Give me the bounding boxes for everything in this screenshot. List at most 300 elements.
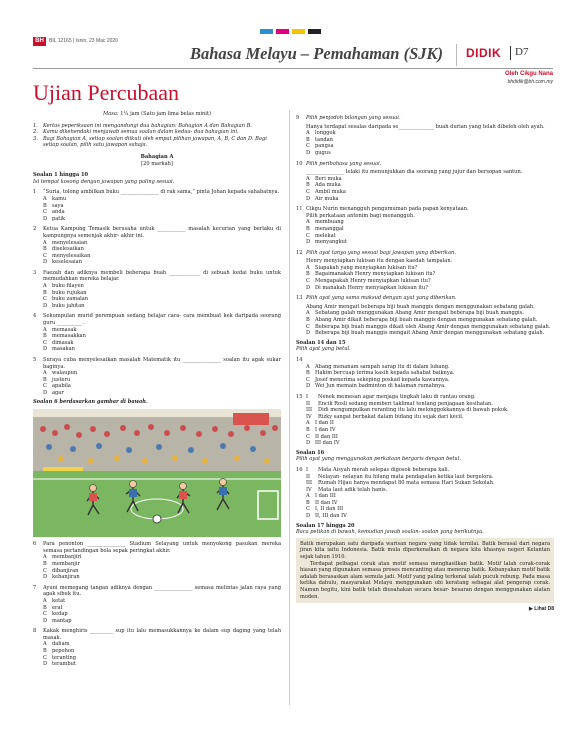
option-letter: D [43,346,48,353]
answer-option[interactable] [33,296,281,303]
option-letter: B [43,376,47,383]
option-text: I dan III [315,493,336,500]
answer-option[interactable] [33,655,281,662]
roman-statement [296,394,554,401]
question-body [306,250,554,265]
answer-option[interactable] [33,346,281,353]
option-text: membuang [315,219,344,226]
statement-text: Rizky sangat berbakat dalam bidang itu sejak dari kecil. [318,413,464,420]
question-body [43,189,281,196]
q6-caption: Soalan 6 berdasarkan gambar di bawah. [33,398,148,405]
question-number: 7 [33,584,37,591]
group4-title: Soalan 17 hingga 20 [296,522,355,529]
statement-body [306,407,554,414]
question-number: 14 [296,357,303,363]
question-stem: Ayuni memegang tangan adiknya dengan _______________ semasa melintas jalan raya yang agak sibuk itu. [43,584,281,598]
option-text: tandan [315,136,333,143]
option-letter: C [306,278,310,285]
answer-option[interactable] [296,219,554,226]
option-letter: B [43,648,47,655]
question-lead: Pilih ayat yang sama maksud dengan ayat yang diberikan. [306,295,457,302]
option-letter: A [43,554,47,561]
answer-option[interactable] [296,278,554,285]
option-text: masakan [52,346,75,353]
instruction-number: 1. [33,122,38,129]
answer-option[interactable] [33,377,281,384]
instruction-text: Kertas peperiksaan ini mengandungi dua bahagian: Bahagian A dan Bahagian B. [43,122,252,129]
statement-text: Mata Aisyah merah selepas digosok beberapa kali. [318,466,450,473]
option-letter: C [43,252,47,259]
option-letter: C [43,654,47,661]
roman-statement [296,401,554,408]
answer-option[interactable] [296,150,554,157]
option-text: terambut [52,661,76,668]
question-9 [296,115,554,157]
section-title: Bahasa Melayu – Pemahaman (SJK) [190,44,444,63]
option-letter: D [306,330,311,337]
question-list-right [296,115,554,337]
question-body [306,295,554,310]
roman-statement [296,474,554,481]
instructions-list [33,123,281,149]
roman-numeral: II [306,400,311,407]
answer-option[interactable] [33,246,281,253]
question-number: 2 [33,226,37,233]
page-number: D7 [515,46,529,58]
question-stem-row [33,357,281,370]
answer-option[interactable] [33,390,281,397]
question-stem-row [296,161,554,176]
question-number: 10 [296,160,303,167]
option-letter: D [43,302,48,309]
answer-option[interactable] [33,203,281,210]
statement-body [306,401,554,408]
instruction-text: Bagi Bahagian A, setiap soalan diikuti oleh empat pilihan jawapan, A, B, C dan D. Bagi setiap soalan, pilih satu jawapan sahaja. [43,135,267,149]
question-body [43,585,281,598]
answer-option[interactable] [33,253,281,260]
answer-option[interactable] [296,265,554,272]
option-text: III dan IV [315,440,340,447]
option-letter: A [43,641,47,648]
stadium-illustration [33,409,281,537]
option-letter: B [43,560,47,567]
option-letter: A [306,175,310,182]
option-letter: A [306,310,310,317]
question-6 [33,541,281,581]
option-letter: B [43,202,47,209]
answer-option[interactable] [296,310,554,317]
question-stem: Kakak menghiris _________ sup itu lalu memasukkannya ke dalam sup daging yang telah masak. [43,628,281,641]
option-text: Beri muka [315,175,342,182]
statement-body [306,394,554,401]
question-14 [296,357,554,390]
answer-option[interactable] [296,364,554,371]
instruction-number: 3. [33,135,38,142]
option-letter: A [306,363,310,370]
question-11 [296,206,554,246]
option-letter: B [306,370,310,377]
answer-option[interactable] [33,605,281,612]
option-text: Josef menerima sekeping poskad kepada kawannya. [315,376,450,383]
left-column [33,111,281,668]
option-text: kamu [52,195,67,202]
roman-statement [296,487,554,494]
column-divider [289,110,290,705]
option-letter: D [43,617,48,624]
option-text: membanjir [52,560,80,567]
instruction-number: 2. [33,129,38,136]
roman-numeral: I [306,393,309,400]
option-letter: D [306,239,311,246]
question-stem: Ketua Kampung Temasik berusaha untuk ___________ masalah kecurian yang berlaku di kampungnya semenjak akhir- akhir ini. [43,226,281,239]
question-number [296,480,306,487]
answer-option[interactable] [296,440,554,447]
answer-option[interactable] [296,271,554,278]
color-bar [260,29,324,34]
answer-option[interactable] [33,568,281,575]
answer-option[interactable] [33,259,281,266]
question-number: 1 [33,189,37,196]
roman-numeral: III [306,407,313,414]
option-text: mantap [52,617,72,624]
option-letter: B [306,426,310,433]
option-text: Wei Jun memain badminton di halaman rumahnya. [315,383,446,390]
question-number: 16 [296,466,303,473]
answer-option[interactable] [296,420,554,427]
answer-option[interactable] [33,209,281,216]
option-letter: D [306,440,311,447]
option-text: kebanjiran [52,574,80,581]
option-text: diselesaikan [52,246,84,253]
roman-statement [296,467,554,474]
answer-option[interactable] [33,290,281,297]
question-stem: Hanya terdapat sesalas daripada se______________ buah durian yang telah dibeleh oleh ayah. [306,123,545,130]
group4-instruction: Baca petikan di bawah, kemudian jawab soalan- soalan yang berikutnya. [296,529,484,536]
option-text: Air muka [315,195,339,202]
question-2 [33,226,281,266]
header-divider [456,44,457,66]
question-stem-row [33,541,281,554]
option-text: menyangkut [315,239,347,246]
option-text: Beberapa biji buah manggis mengait Abang Amir dengan menggunakan sebatang galah. [315,330,545,337]
answer-option[interactable] [296,182,554,189]
option-letter: D [306,195,311,202]
question-stem-row [33,585,281,598]
option-text: Hakim bercuap terima kasih kepada sahabat baiknya. [315,370,455,377]
answer-option[interactable] [296,189,554,196]
color-bar-black [308,29,321,34]
answer-option[interactable] [296,176,554,183]
roman-question [296,467,554,520]
masa-line: Masa: 1¼ jam (Satu jam lima belas minit) [103,111,211,117]
option-letter: C [43,567,47,574]
option-text: Bagaimanakah Henry menyiapkan lukisan itu? [315,271,436,278]
answer-option[interactable] [33,240,281,247]
answer-option[interactable] [33,283,281,290]
answer-option[interactable] [296,130,554,137]
answer-option[interactable] [296,500,554,507]
option-text: II dan IV [315,499,338,506]
question-stem-row [33,226,281,239]
group3-instruction: Pilih ayat yang menggunakan perkataan bergaris dengan betul. [296,456,461,463]
option-text: I, II dan III [315,506,344,513]
roman-statement [296,407,554,414]
option-letter: D [43,574,48,581]
question-number: 13 [296,295,303,302]
group2-instruction: Pilih ayat yang betul. [296,346,351,353]
option-text: anda [52,209,65,216]
question-stem-row [33,313,281,326]
statement-text: Nenek memesan agar menjaga tingkah laku di rantau orang. [318,393,476,400]
option-text: teranting [52,654,77,661]
option-text: buku filayen [52,283,84,290]
option-text: Ambil muka [315,188,346,195]
option-letter: B [306,136,310,143]
answer-option[interactable] [33,303,281,310]
statement-text: Encik Rosli sedang memberi taklimat tentang penjagaan kesihatan. [318,400,493,407]
brand-badge [33,37,46,46]
option-text: agar [52,389,64,396]
answer-option[interactable] [296,434,554,441]
answer-option[interactable] [296,196,554,203]
question-13 [296,295,554,337]
passage-paragraph: Terdapat pelbagai corak atau motif semasa menghasilkan batik. Motif lalah corak-corak hiasan yang digunakan semasa proses mencanting atau menerap batik. Kebanyakan motif batik adalah berasaskan alam semula jadi. Motif yang paling terkenal ialah pucuk rebung. Pada masa ketika dahulu, masyarakat Melayu menggunakan ubi keratang sebagai alat pengerap corak. Namun begitu, kini batik telah diusahakan secara besar- besaran dengan menggunakan alatan moden. [300,560,550,600]
question-stem-row [296,250,554,265]
option-text: menyelesaikan [52,252,91,259]
answer-option[interactable] [296,317,554,324]
answer-option[interactable] [33,661,281,668]
option-text: buku rujukan [52,289,87,296]
question-12 [296,250,554,292]
option-letter: B [43,333,47,340]
brand-short: BH [35,38,44,44]
roman-numeral: II [306,473,311,480]
option-text: walaupun [52,370,78,377]
answer-option[interactable] [296,233,554,240]
instruction-item [33,129,281,136]
group2-title: Soalan 14 dan 15 [296,339,346,346]
option-letter: C [306,506,310,513]
option-letter: C [43,296,47,303]
answer-option[interactable] [33,383,281,390]
answer-option[interactable] [33,618,281,625]
question-14 [296,357,554,390]
answer-option[interactable] [33,554,281,561]
question-body [43,313,281,326]
question-lead: Pilih penjodoh bilangan yang sesuai. [306,115,401,121]
answer-option[interactable] [33,196,281,203]
option-letter: B [306,317,310,324]
question-number [296,414,306,421]
option-text: Beberapa biji buah manggis dikait oleh Abang Amir dengan menggunakan sebatang galah. [315,323,551,330]
answer-option[interactable] [33,611,281,618]
option-text: kedap [52,611,68,618]
header-rule [33,68,553,69]
reading-passage [296,538,554,603]
option-text: pangsa [315,143,334,150]
roman-question [296,394,554,447]
statement-text: Didi mengumpulkan reranting itu lalu melonggokkannya di bawah pokok. [318,407,509,414]
option-text: Ada muka [315,182,341,189]
option-text: membanjiri [52,554,82,561]
statement-body [306,480,554,487]
option-text: Abang Amir dikait beberapa biji buah manggis dengan menggunakan sebatang galah. [315,317,538,324]
answer-option[interactable] [296,239,554,246]
answer-option[interactable] [33,648,281,655]
color-bar-pink [276,29,289,34]
option-letter: C [43,383,47,390]
byline-name: Oleh Cikgu Nana [504,71,553,77]
question-body [306,206,554,219]
question-1 [33,189,281,222]
option-letter: B [43,289,47,296]
option-letter: B [306,182,310,189]
answer-option[interactable] [33,340,281,347]
statement-body [306,474,554,481]
color-bar-yellow [292,29,305,34]
option-text: dibanjiran [52,567,79,574]
answer-option[interactable] [296,377,554,384]
question-number [296,407,306,414]
option-letter: D [43,389,48,396]
answer-option[interactable] [296,137,554,144]
question-stem: Faezah dan adiknya membeli beberapa buah ____________ di sebuah kedai buku untuk memudahkan mereka belajar. [43,269,281,283]
option-letter: D [306,284,311,291]
option-letter: B [43,246,47,253]
option-letter: C [306,376,310,383]
question-stem-row [296,115,554,130]
answer-option[interactable] [296,370,554,377]
question-list-left [33,189,281,396]
question-10 [296,161,554,203]
question-body [43,628,281,641]
option-letter: D [306,149,311,156]
option-text: patik [52,215,66,222]
question-number: 8 [33,628,37,635]
right-column [296,111,554,613]
byline-email: bhdidik@bh.com.my [507,79,553,85]
answer-option[interactable] [33,370,281,377]
answer-option[interactable] [296,324,554,331]
option-text: memasakkan [52,333,86,340]
option-text: II, III dan IV [315,513,347,520]
question-stem: Cikgu Nurin menangguh pengumuman pada papan kenyataan. Pilih perkataan antonim bagi menangguh. [306,206,469,219]
option-text: menanggal [315,225,344,232]
option-letter: D [43,215,48,222]
question-stem-row [296,295,554,310]
answer-option[interactable] [33,641,281,648]
option-text: memasak [52,326,77,333]
answer-option[interactable] [296,493,554,500]
question-stem-row [296,206,554,219]
question-number [296,487,306,494]
instruction-text: Kamu dikehendaki menjawab semua soalan dalam kedua- dua bahagian ini. [43,129,239,136]
statement-text: Nelayan- nelayan itu hilang mata pendapatan ketika laut bergelora. [318,473,494,480]
option-text: dimasak [52,339,74,346]
option-text: erat [52,604,63,611]
statement-text: Mata laut adik telah hanis. [318,486,388,493]
roman-numeral: IV [306,486,312,493]
option-text: melekat [315,232,336,239]
logo-divider [510,46,511,60]
question-stem-row [33,628,281,641]
question-body [43,226,281,239]
group1-title: Soalan 1 hingga 10 [33,172,89,179]
answer-option[interactable] [296,513,554,520]
option-text: menyelesaian [52,239,88,246]
option-letter: D [43,661,48,668]
option-letter: D [306,383,311,390]
group3-title: Soalan 16 [296,449,325,456]
option-text: Abang menanam sampah sarap itu di dalam lubang. [315,363,450,370]
question-4 [33,313,281,353]
option-text: I dan II [315,420,334,427]
option-text: Mengapakah Henry menyiapkan lukisan itu? [315,278,431,285]
option-letter: D [43,259,48,266]
roman-numeral: III [306,480,313,487]
continued-link[interactable]: ▶ Lihat D8 [529,606,554,613]
question-body [43,270,281,283]
answer-option[interactable] [296,226,554,233]
page-title: Ujian Percubaan [33,80,179,105]
roman-statement [296,480,554,487]
question-stem: Abang Amir mengait beberapa biji buah manggis dengan menggunakan sebatang galah. [306,303,535,310]
question-number: 3 [33,269,37,276]
answer-option[interactable] [33,598,281,605]
answer-option[interactable] [296,383,554,390]
question-number [296,401,306,408]
option-text: keselesaian [52,259,82,266]
answer-option[interactable] [296,330,554,337]
option-text: apabila [52,383,71,390]
instruction-item [33,123,281,130]
statement-body [306,414,554,421]
answer-option[interactable] [33,574,281,581]
question-lead: Pilih ayat tanya yang sesuai bagi jawapan yang diberikan. [306,249,456,256]
color-bar-blue [260,29,273,34]
answer-option[interactable] [33,333,281,340]
question-body [43,357,281,370]
question-7 [33,585,281,625]
option-text: Sebatang galah menggunakan Abang Amir mengait beberapa biji buah manggis. [315,310,524,317]
option-letter: A [306,130,310,137]
question-stem: Sekumpulan murid perempuan sedang belajar cara- cara membuat kek daripada seorang guru __________. [43,313,281,327]
option-text: Di manakah Henry menyiapkan lukisan itu? [315,284,429,291]
answer-option[interactable] [296,427,554,434]
answer-option[interactable] [296,143,554,150]
option-text: Siapakah yang menyiapkan lukisan itu? [315,264,418,271]
statement-text: Rumah Hijau hanya mendapat 80 mata semasa Hari Sukan Sekolah. [318,480,495,487]
option-letter: A [306,420,310,427]
answer-option[interactable] [33,216,281,223]
option-text: daham [52,641,70,648]
answer-option[interactable] [296,506,554,513]
option-text: gugus [315,149,331,156]
group1-instruction: Isi tempat kosong dengan jawapan yang paling sesuai. [33,178,175,185]
answer-option[interactable] [296,285,554,292]
question-body [306,115,554,130]
option-letter: A [43,370,47,377]
answer-option[interactable] [33,561,281,568]
option-letter: A [306,219,310,226]
option-text: buku zamalan [52,296,89,303]
question-15 [296,394,554,447]
question-body [306,357,554,364]
question-stem: _______________ lelaki itu menunjukkan dia seorang yang jujur dan bersopan santun. [306,169,523,176]
question-3 [33,270,281,310]
answer-option[interactable] [33,327,281,334]
option-text: pepohon [52,648,75,655]
